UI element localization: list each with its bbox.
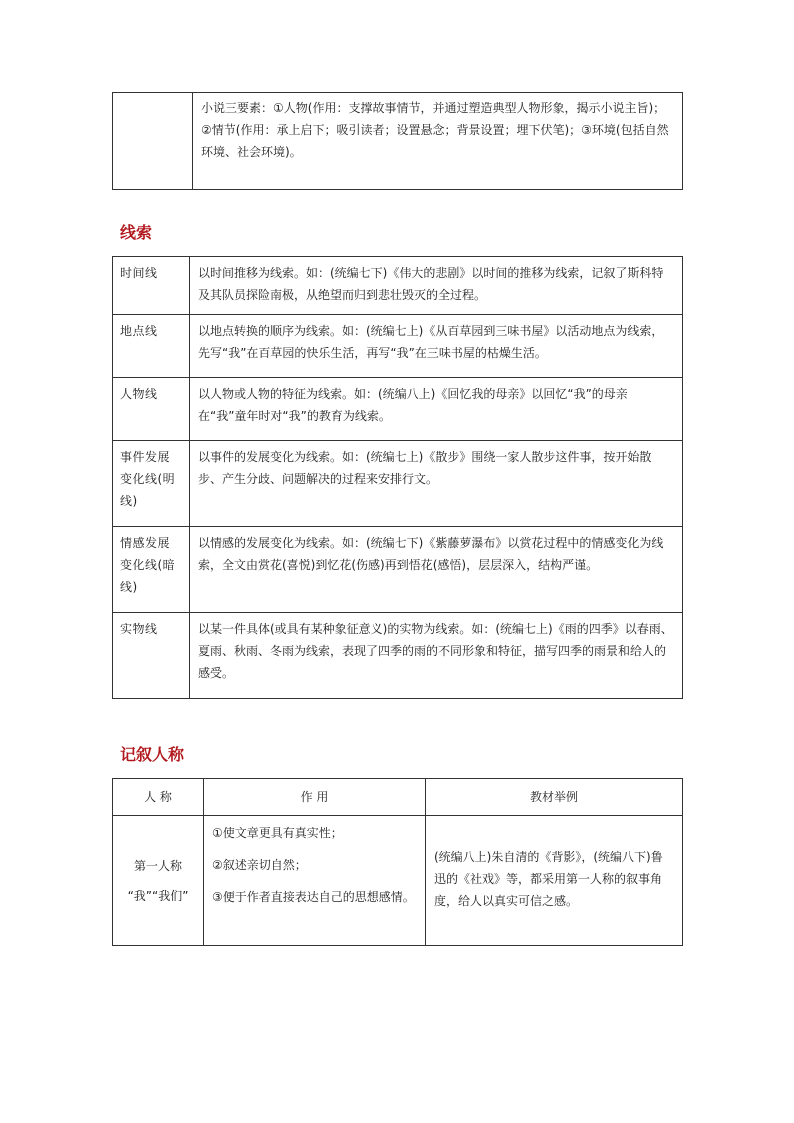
section-heading-person: 记叙人称 — [120, 745, 185, 764]
clue-label: 情感发展变化线(暗线) — [113, 527, 190, 613]
effect-item: ②叙述亲切自然； — [212, 858, 307, 872]
table-row — [113, 527, 683, 613]
person-pronouns: “我”“我们” — [127, 888, 189, 903]
header-person: 人 称 — [113, 779, 204, 816]
clue-label: 地点线 — [113, 315, 190, 378]
table-row — [113, 613, 683, 699]
effect-item: ①使文章更具有真实性； — [212, 826, 343, 840]
effect-item: ③便于作者直接表达自己的思想感情。 — [212, 890, 415, 904]
table-header-row — [113, 779, 683, 816]
header-effect: 作 用 — [204, 779, 426, 816]
header-example: 教材举例 — [426, 779, 683, 816]
clue-text: 以地点转换的顺序为线索。如：(统编七上)《从百草园到三味书屋》以活动地点为线索，先写“我”在百草园的快乐生活，再写“我”在三味书屋的枯燥生活。 — [190, 315, 683, 378]
clue-text: 以情感的发展变化为线索。如：(统编七下)《紫藤萝瀑布》以赏花过程中的情感变化为线索，全文由赏花(喜悦)到忆花(伤感)再到悟花(感悟)，层层深入，结构严谨。 — [190, 527, 683, 613]
clue-label: 事件发展变化线(明线) — [113, 441, 190, 527]
empty-label-cell — [113, 93, 193, 190]
clue-label: 实物线 — [113, 613, 190, 699]
table-row — [113, 441, 683, 527]
effects-cell — [204, 816, 426, 946]
table-row — [113, 816, 683, 946]
person-cell — [113, 816, 204, 946]
table-row — [113, 378, 683, 441]
clue-label: 时间线 — [113, 257, 190, 315]
section-heading-clues: 线索 — [120, 223, 153, 242]
clue-label: 人物线 — [113, 378, 190, 441]
clue-text: 以事件的发展变化为线索。如：(统编七上)《散步》围绕一家人散步这件事，按开始散步、产生分歧、问题解决的过程来安排行文。 — [190, 441, 683, 527]
table-row — [113, 315, 683, 378]
table-row — [113, 257, 683, 315]
clue-text: 以某一件具体(或具有某种象征意义)的实物为线索。如：(统编七上)《雨的四季》以春雨、夏雨、秋雨、冬雨为线索，表现了四季的雨的不同形象和特征，描写四季的雨景和给人的感受。 — [190, 613, 683, 699]
person-table — [112, 778, 683, 946]
novel-elements-text: 小说三要素：①人物(作用：支撑故事情节，并通过塑造典型人物形象，揭示小说主旨)；②情节(作用：承上启下；吸引读者；设置悬念；背景设置；埋下伏笔)；③环境(包括自然环境、社会环境)。 — [193, 93, 683, 190]
clue-text: 以时间推移为线索。如：(统编七下)《伟大的悲剧》以时间的推移为线索，记叙了斯科特及其队员探险南极，从绝望而归到悲壮毁灭的全过程。 — [190, 257, 683, 315]
example-cell: (统编八上)朱自清的《背影》，(统编八下)鲁迅的《社戏》等，都采用第一人称的叙事角度，给人以真实可信之感。 — [426, 816, 683, 946]
person-name: 第一人称 — [133, 858, 182, 873]
clue-text: 以人物或人物的特征为线索。如：(统编八上)《回忆我的母亲》以回忆“我”的母亲在“我”童年时对“我”的教育为线索。 — [190, 378, 683, 441]
top-table — [112, 92, 683, 190]
clue-table — [112, 256, 683, 699]
table-row — [113, 93, 683, 190]
